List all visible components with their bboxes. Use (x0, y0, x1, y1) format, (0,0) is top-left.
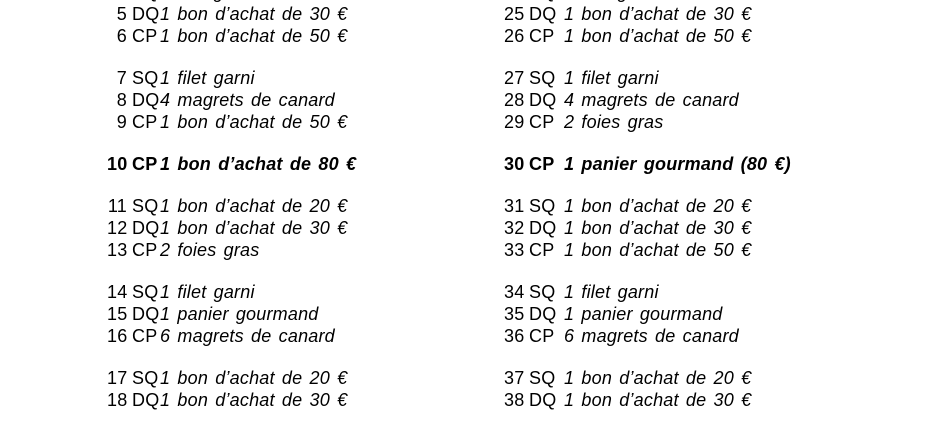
prize-code: DQ (529, 217, 557, 238)
prize-row-38 (504, 389, 791, 411)
prize-number: 27 (504, 67, 525, 88)
prize-group (504, 281, 791, 347)
prize-description: 6 magrets de canard (564, 325, 739, 346)
prize-row-36 (504, 325, 791, 347)
prize-code: DQ (529, 389, 557, 410)
prize-group (504, 0, 791, 47)
prize-group (504, 67, 791, 133)
prize-row-28 (504, 89, 791, 111)
prize-row-8 (107, 89, 356, 111)
prize-description: 1 bon d’achat de 30 € (564, 217, 752, 238)
prize-row-16 (107, 325, 356, 347)
prize-code: DQ (529, 3, 557, 24)
prize-code: CP (529, 25, 555, 46)
prize-description: 1 filet garni (160, 281, 255, 302)
prize-row-12 (107, 217, 356, 239)
prize-row-15 (107, 303, 356, 325)
prize-number: 36 (504, 325, 525, 346)
prize-group (107, 281, 356, 347)
prize-row-13 (107, 239, 356, 261)
prize-number: 17 (107, 367, 128, 388)
prize-number: 34 (504, 281, 525, 302)
prize-row-6 (107, 25, 356, 47)
prize-row-17 (107, 367, 356, 389)
prize-code: CP (529, 153, 555, 174)
prize-column-right (504, 0, 791, 431)
prize-code: CP (529, 111, 555, 132)
prize-code: CP (132, 153, 158, 174)
prize-number: 16 (107, 325, 128, 346)
prize-number: 37 (504, 367, 525, 388)
prize-row-5 (107, 3, 356, 25)
prize-number: 12 (107, 217, 128, 238)
prize-description: 4 magrets de canard (564, 89, 739, 110)
prize-description: 1 bon d’achat de 30 € (160, 389, 348, 410)
prize-description: 1 panier gourmand (564, 303, 723, 324)
prize-description: 1 bon d’achat de 80 € (160, 153, 357, 174)
prize-code: DQ (132, 89, 160, 110)
prize-number: 31 (504, 195, 525, 216)
prize-group (107, 195, 356, 261)
prize-description: 1 panier gourmand (160, 303, 319, 324)
prize-row-33 (504, 239, 791, 261)
prize-description (557, 0, 659, 3)
prize-number: 38 (504, 389, 525, 410)
prize-description: 1 bon d’achat de 20 € (564, 367, 752, 388)
prize-description: 1 filet garni (160, 67, 255, 88)
prize-code: SQ (132, 67, 159, 88)
prize-row-26 (504, 25, 791, 47)
prize-row-30 (504, 153, 791, 175)
prize-description: 1 bon d’achat de 20 € (160, 367, 348, 388)
prize-description: 1 bon d’achat de 50 € (564, 25, 752, 46)
prize-number: 35 (504, 303, 525, 324)
prize-code: DQ (132, 389, 160, 410)
prize-description: 1 bon d’achat de 50 € (160, 25, 348, 46)
prize-description: 1 filet garni (564, 67, 659, 88)
prize-number: 26 (504, 25, 525, 46)
prize-description: 1 bon d’achat de 30 € (160, 3, 348, 24)
prize-row-11 (107, 195, 356, 217)
prize-number: 15 (107, 303, 128, 324)
prize-number: 14 (107, 281, 128, 302)
prize-code: DQ (132, 3, 160, 24)
prize-column-left (107, 0, 356, 431)
prize-group (107, 67, 356, 133)
prize-code: SQ (529, 367, 556, 388)
prize-code: DQ (132, 303, 160, 324)
prize-description: 1 panier gourmand (80 €) (564, 153, 791, 174)
prize-description: 1 bon d’achat de 30 € (564, 389, 752, 410)
prize-number: 7 (116, 67, 127, 88)
prize-description: 4 magrets de canard (160, 89, 335, 110)
prize-number: 5 (116, 3, 127, 24)
prize-description: 1 bon d’achat de 30 € (160, 217, 348, 238)
prize-code: DQ (132, 217, 160, 238)
prize-number: 30 (504, 153, 525, 174)
prize-code: SQ (529, 281, 556, 302)
prize-row-31 (504, 195, 791, 217)
prize-number (107, 0, 127, 3)
prize-row-37 (504, 367, 791, 389)
prize-group (107, 0, 356, 47)
prize-code: CP (132, 25, 158, 46)
prize-code: SQ (529, 195, 556, 216)
prize-row-32 (504, 217, 791, 239)
prize-description: 2 foies gras (160, 239, 260, 260)
prize-code: SQ (132, 367, 159, 388)
prize-row-29 (504, 111, 791, 133)
prize-group (107, 367, 356, 411)
prize-code: CP (132, 325, 158, 346)
prize-description: 1 bon d’achat de 30 € (564, 3, 752, 24)
prize-code: CP (529, 325, 555, 346)
prize-number: 29 (504, 111, 525, 132)
prize-group (504, 367, 791, 411)
prize-number (504, 0, 524, 3)
prize-group (504, 195, 791, 261)
prize-row-10 (107, 153, 356, 175)
prize-code: SQ (529, 67, 556, 88)
prize-row-9 (107, 111, 356, 133)
prize-number: 18 (107, 389, 128, 410)
prize-number: 13 (107, 239, 128, 260)
prize-code: CP (132, 239, 158, 260)
prize-row-34 (504, 281, 791, 303)
prize-code: SQ (132, 281, 159, 302)
prize-code (529, 0, 557, 3)
prize-number: 9 (116, 111, 127, 132)
prize-row-27 (504, 67, 791, 89)
prize-row-14 (107, 281, 356, 303)
prize-number: 33 (504, 239, 525, 260)
prize-row-35 (504, 303, 791, 325)
prize-description: 1 bon d’achat de 20 € (564, 195, 752, 216)
prize-row-7 (107, 67, 356, 89)
prize-code: CP (529, 239, 555, 260)
prize-number: 11 (107, 195, 127, 216)
prize-group (504, 153, 791, 175)
prize-code: DQ (529, 89, 557, 110)
prize-description: 1 bon d’achat de 50 € (160, 111, 348, 132)
prize-group (107, 153, 356, 175)
prize-number: 10 (107, 153, 128, 174)
prize-row-25 (504, 3, 791, 25)
prize-code (132, 0, 160, 3)
prize-code: DQ (529, 303, 557, 324)
prize-code: CP (132, 111, 158, 132)
prize-number: 6 (116, 25, 127, 46)
prize-description (160, 0, 255, 3)
prize-code: SQ (132, 195, 159, 216)
prize-number: 32 (504, 217, 525, 238)
prize-row-18 (107, 389, 356, 411)
prize-number: 25 (504, 3, 525, 24)
prize-description: 1 bon d’achat de 50 € (564, 239, 752, 260)
prize-description: 1 bon d’achat de 20 € (160, 195, 348, 216)
prize-description: 1 filet garni (564, 281, 659, 302)
prize-number: 28 (504, 89, 525, 110)
prize-description: 2 foies gras (564, 111, 664, 132)
prize-description: 6 magrets de canard (160, 325, 335, 346)
prize-number: 8 (116, 89, 127, 110)
